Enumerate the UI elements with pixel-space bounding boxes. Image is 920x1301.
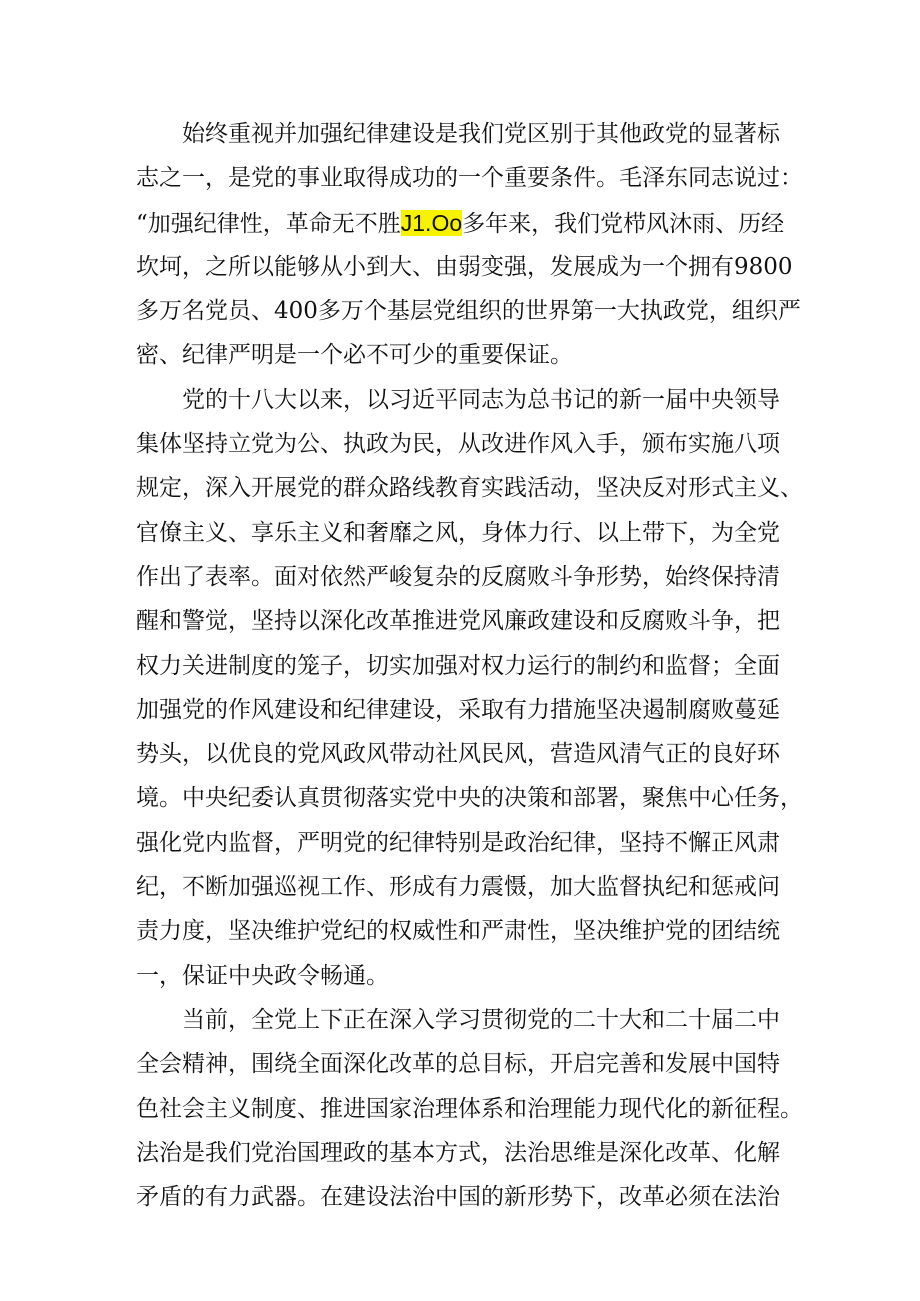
text-line: 始终重视并加强纪律建设是我们党区别于其他政党的显著标 (182, 121, 780, 147)
document-body (136, 112, 803, 1219)
text-line: 境。中央纪委认真贯彻落实党中央的决策和部署，聚焦中心任务， (136, 785, 803, 812)
text-line: 加强党的作风建设和纪律建设，采取有力措施坚决遏制腐败蔓延 (136, 696, 780, 723)
paragraph-2 (136, 378, 803, 998)
text-line: 党的十八大以来，以习近平同志为总书记的新一届中央领导 (182, 386, 780, 413)
text-line: 当前，全党上下正在深入学习贯彻党的二十大和二十届二中 (182, 1006, 780, 1033)
text-line: 权力关进制度的笼子，切实加强对权力运行的制约和监督；全面 (136, 652, 780, 679)
text-line: 多万名党员、400多万个基层党组织的世界第一大执政党，组织严 (136, 298, 801, 325)
highlighted-text: J1.Oo (400, 209, 463, 236)
text-line-with-highlight (136, 201, 796, 245)
paragraph-3 (136, 998, 803, 1219)
text-segment: 多年来，我们党栉风沐雨、历经 (462, 210, 785, 237)
text-line: 法治是我们党治国理政的基本方式，法治思维是深化改革、化解 (136, 1139, 780, 1166)
paragraph-1 (136, 112, 803, 378)
text-line: 强化党内监督，严明党的纪律特别是政治纪律，坚持不懈正风肃 (136, 829, 780, 856)
text-line: 责力度，坚决维护党纪的权威性和严肃性，坚决维护党的团结统 (136, 918, 780, 945)
text-line: 集体坚持立党为公、执政为民，从改进作风入手，颁布实施八项 (136, 431, 780, 458)
text-line: 坎坷，之所以能够从小到大、由弱变强，发展成为一个拥有9800 (136, 253, 793, 280)
text-line: 势头，以优良的党风政风带动社风民风，营造风清气正的良好环 (136, 741, 780, 768)
text-line: 官僚主义、享乐主义和奢靡之风，身体力行、以上带下，为全党 (136, 519, 780, 546)
text-line: 醒和警觉，坚持以深化改革推进党风廉政建设和反腐败斗争，把 (136, 608, 780, 635)
text-line: 作出了表率。面对依然严峻复杂的反腐败斗争形势，始终保持清 (136, 563, 780, 590)
text-segment: “加强纪律性，革命无不胜 (136, 210, 401, 237)
text-line: 色社会主义制度、推进国家治理体系和治理能力现代化的新征程。 (136, 1095, 803, 1122)
text-line: 志之一，是党的事业取得成功的一个重要条件。毛泽东同志说过： (136, 165, 803, 192)
text-line: 矛盾的有力武器。在建设法治中国的新形势下，改革必须在法治 (136, 1184, 780, 1211)
text-line: 规定，深入开展党的群众路线教育实践活动，坚决反对形式主义、 (136, 475, 803, 502)
text-line: 密、纪律严明是一个必不可少的重要保证。 (136, 342, 573, 369)
text-line: 一，保证中央政令畅通。 (136, 962, 389, 989)
text-line: 纪，不断加强巡视工作、形成有力震慑，加大监督执纪和惩戒问 (136, 874, 780, 901)
text-line: 全会精神，围绕全面深化改革的总目标，开启完善和发展中国特 (136, 1051, 780, 1078)
